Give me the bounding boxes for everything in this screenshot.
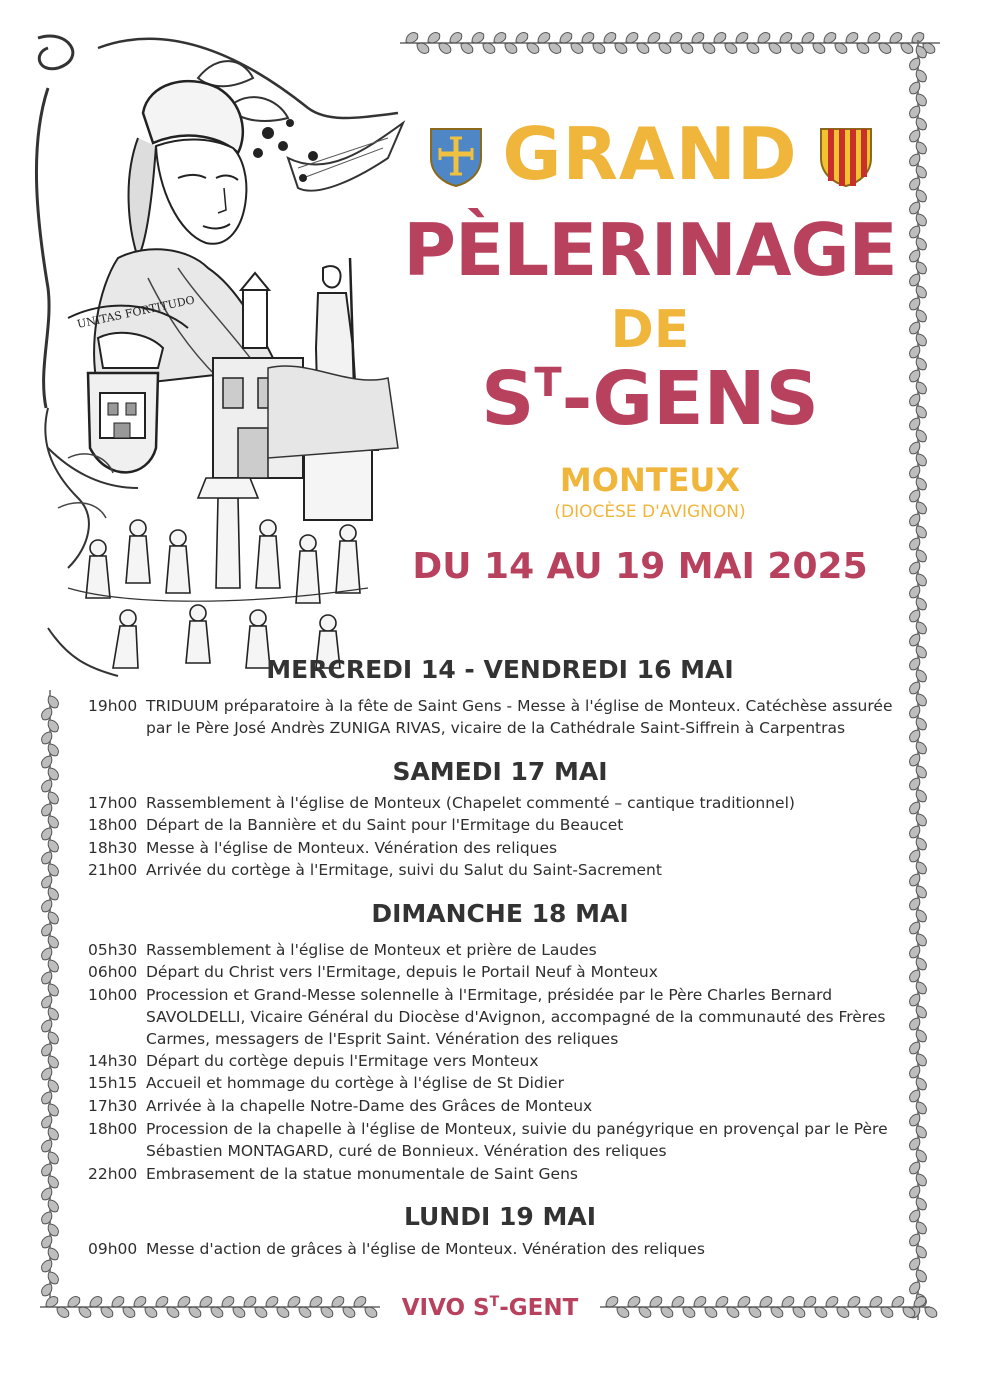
vine-border-top (400, 28, 940, 58)
schedule-entry (88, 984, 918, 1050)
entry-text: Arrivée à la chapelle Notre-Dame des Grâces de Monteux (146, 1097, 593, 1115)
vine-leaf-icon (913, 427, 928, 444)
schedule-entry (88, 1163, 918, 1185)
entry-time: 17h30 (88, 1097, 138, 1115)
vine-leaf-icon (39, 945, 54, 962)
vine-leaf-icon (913, 283, 928, 300)
day-heading: LUNDI 19 MAI (403, 1202, 597, 1231)
vine-leaf-icon (913, 163, 928, 180)
vine-leaf-icon (45, 1173, 60, 1190)
vine-leaf-icon (913, 379, 928, 396)
entry-text: Rassemblement à l'église de Monteux et prière de Laudes (146, 941, 597, 959)
vine-leaf-icon (907, 127, 922, 144)
schedule-entry (88, 961, 918, 983)
vine-leaf-icon (45, 981, 60, 998)
vine-leaf-icon (39, 777, 54, 794)
schedule-entry (88, 1072, 918, 1094)
vine-leaf-icon (39, 921, 54, 938)
entry-time: 15h15 (88, 1074, 138, 1092)
vine-leaf-icon (45, 933, 60, 950)
vine-leaf-icon (907, 367, 922, 384)
title-pelerinage: PÈLERINAGE (403, 208, 897, 292)
vine-leaf-icon (39, 1161, 54, 1178)
footer-prefix: VIVO S (401, 1295, 490, 1321)
footer-sup: T (489, 1294, 500, 1310)
entry-text: Départ de la Bannière et du Saint pour l'Ermitage du Beaucet (146, 816, 624, 834)
schedule-entry (88, 1118, 918, 1162)
vine-leaf-icon (45, 693, 60, 710)
vine-leaf-icon (45, 1149, 60, 1166)
vine-leaf-icon (45, 1125, 60, 1142)
vine-leaf-icon (907, 463, 922, 480)
vine-leaf-icon (45, 765, 60, 782)
vine-leaf-icon (913, 451, 928, 468)
schedule-entry (88, 695, 918, 739)
title-saint-suffix: -GENS (561, 356, 819, 442)
vine-leaf-icon (913, 475, 928, 492)
vine-leaf-icon (45, 1029, 60, 1046)
city-name: MONTEUX (559, 461, 741, 499)
vine-leaf-icon (913, 547, 928, 564)
vine-leaf-icon (907, 1183, 922, 1200)
engraving-motto: UNITAS FORTITUDO (75, 293, 196, 331)
schedule-entry (88, 1050, 918, 1072)
title-saint-gens (400, 356, 900, 442)
day-heading: MERCREDI 14 - VENDREDI 16 MAI (266, 655, 734, 684)
vine-leaf-icon (45, 885, 60, 902)
vine-leaf-icon (39, 801, 54, 818)
entry-time: 18h00 (88, 1120, 138, 1138)
vine-leaf-icon (45, 813, 60, 830)
event-dates: DU 14 AU 19 MAI 2025 (412, 546, 868, 587)
entry-time: 21h00 (88, 861, 138, 879)
vine-leaf-icon (39, 1209, 54, 1226)
vine-leaf-icon (913, 235, 928, 252)
vine-leaf-icon (913, 403, 928, 420)
entry-text: Arrivée du cortège à l'Ermitage, suivi du Salut du Saint-Sacrement (146, 861, 662, 879)
vine-leaf-icon (45, 1077, 60, 1094)
vine-leaf-icon (39, 969, 54, 986)
vine-leaf-icon (907, 391, 922, 408)
vine-leaf-icon (39, 1017, 54, 1034)
vine-leaf-icon (39, 897, 54, 914)
entry-text: Embrasement de la statue monumentale de Saint Gens (146, 1165, 578, 1183)
title-saint-sup: T (534, 360, 562, 406)
vine-leaf-icon (39, 873, 54, 890)
vine-leaf-icon (913, 619, 928, 636)
vine-leaf-icon (913, 43, 928, 60)
vine-leaf-icon (907, 343, 922, 360)
schedule-entry (88, 1095, 918, 1117)
vine-leaf-icon (913, 595, 928, 612)
vine-leaf-icon (45, 717, 60, 734)
vine-leaf-icon (39, 1137, 54, 1154)
vine-leaf-icon (907, 559, 922, 576)
vine-leaf-icon (45, 789, 60, 806)
vine-leaf-icon (39, 705, 54, 722)
vine-leaf-icon (907, 151, 922, 168)
schedule-entry (88, 859, 918, 881)
vine-leaf-icon (907, 295, 922, 312)
entry-time: 10h00 (88, 986, 138, 1004)
schedule-entry (88, 837, 918, 859)
vine-leaf-icon (907, 607, 922, 624)
entry-text: Procession de la chapelle à l'église de Monteux, suivie du panégyrique en provençal par le Père Sébastien MONTAGARD, curé de Bonnieux. Vénération des reliques (146, 1120, 888, 1160)
vine-leaf-icon (907, 79, 922, 96)
vine-leaf-icon (907, 175, 922, 192)
vine-leaf-icon (913, 499, 928, 516)
entry-text: Départ du cortège depuis l'Ermitage vers Monteux (146, 1052, 539, 1070)
schedule-entry (88, 1238, 918, 1260)
vine-leaf-icon (913, 739, 928, 756)
vine-leaf-icon (39, 1257, 54, 1274)
vine-leaf-icon (907, 55, 922, 72)
vine-leaf-icon (45, 1005, 60, 1022)
vine-leaf-icon (907, 439, 922, 456)
entry-text: Départ du Christ vers l'Ermitage, depuis le Portail Neuf à Monteux (146, 963, 658, 981)
diocese-name: (DIOCÈSE D'AVIGNON) (554, 502, 746, 522)
vine-leaf-icon (39, 729, 54, 746)
vine-leaf-icon (39, 825, 54, 842)
vine-leaf-icon (913, 91, 928, 108)
entry-time: 17h00 (88, 794, 138, 812)
vine-leaf-icon (913, 139, 928, 156)
entry-text: Rassemblement à l'église de Monteux (Chapelet commenté – cantique traditionnel) (146, 794, 795, 812)
vine-leaf-icon (39, 993, 54, 1010)
vine-leaf-icon (907, 415, 922, 432)
entry-text: Accueil et hommage du cortège à l'église de St Didier (146, 1074, 564, 1092)
vine-leaf-icon (45, 741, 60, 758)
entry-text: Messe d'action de grâces à l'église de Monteux. Vénération des reliques (146, 1240, 705, 1258)
vine-leaf-icon (45, 1245, 60, 1262)
entry-time: 19h00 (88, 697, 138, 715)
vine-leaf-icon (913, 523, 928, 540)
title-de: DE (610, 300, 690, 360)
entry-time: 18h00 (88, 816, 138, 834)
vine-leaf-icon (913, 187, 928, 204)
vine-leaf-icon (45, 1101, 60, 1118)
vine-leaf-icon (913, 67, 928, 84)
vine-leaf-icon (913, 211, 928, 228)
vine-leaf-icon (907, 511, 922, 528)
vine-leaf-icon (907, 319, 922, 336)
day-heading: SAMEDI 17 MAI (392, 757, 608, 786)
vine-leaf-icon (45, 957, 60, 974)
entry-time: 05h30 (88, 941, 138, 959)
vine-leaf-icon (39, 849, 54, 866)
entry-time: 09h00 (88, 1240, 138, 1258)
footer-suffix: -GENT (499, 1295, 579, 1321)
vine-leaf-icon (39, 1185, 54, 1202)
vine-border-bottom-left (40, 1292, 380, 1322)
vine-border-left (30, 690, 70, 1300)
vine-border-bottom-right (600, 1292, 930, 1322)
vine-leaf-icon (39, 1089, 54, 1106)
vine-leaf-icon (45, 909, 60, 926)
entry-text: TRIDUUM préparatoire à la fête de Saint Gens - Messe à l'église de Monteux. Catéchèse assurée par le Père José Andrès ZUNIGA RIVAS, vicaire de la Cathédrale Saint-Siffrein à Carpentras (146, 697, 893, 737)
vine-leaf-icon (913, 355, 928, 372)
vine-leaf-icon (907, 103, 922, 120)
vine-leaf-icon (39, 1113, 54, 1130)
vine-leaf-icon (913, 571, 928, 588)
vine-leaf-icon (913, 1267, 928, 1284)
title-saint-prefix: S (481, 356, 535, 442)
footer-vivo-st-gent (380, 1294, 600, 1321)
vine-leaf-icon (39, 753, 54, 770)
vine-leaf-icon (913, 307, 928, 324)
vine-leaf-icon (907, 583, 922, 600)
vine-leaf-icon (907, 487, 922, 504)
vine-leaf-icon (45, 1053, 60, 1070)
entry-time: 18h30 (88, 839, 138, 857)
vine-leaf-icon (913, 259, 928, 276)
vine-leaf-icon (907, 631, 922, 648)
engraving-illustration (28, 28, 408, 678)
entry-time: 14h30 (88, 1052, 138, 1070)
vine-leaf-icon (45, 1197, 60, 1214)
entry-time: 22h00 (88, 1165, 138, 1183)
entry-text: Procession et Grand-Messe solennelle à l'Ermitage, présidée par le Père Charles Bernard SAVOLDELLI, Vicaire Général du Diocèse d'Avignon, accompagné de la communauté des Frères Carmes, messagers de l'Esprit Saint. Vénération des reliques (146, 986, 886, 1048)
title-grand: GRAND (502, 112, 798, 196)
vine-leaf-icon (39, 1233, 54, 1250)
vine-leaf-icon (913, 883, 928, 900)
vine-leaf-icon (39, 1065, 54, 1082)
vine-leaf-icon (45, 1269, 60, 1286)
schedule-entry (88, 939, 918, 961)
vine-leaf-icon (39, 1041, 54, 1058)
entry-time: 06h00 (88, 963, 138, 981)
vine-leaf-icon (45, 837, 60, 854)
vine-leaf-icon (45, 1221, 60, 1238)
vine-leaf-icon (913, 115, 928, 132)
entry-text: Messe à l'église de Monteux. Vénération des reliques (146, 839, 558, 857)
vine-leaf-icon (913, 331, 928, 348)
schedule-entry (88, 792, 918, 814)
day-heading: DIMANCHE 18 MAI (371, 899, 629, 928)
schedule-entry (88, 814, 918, 836)
vine-leaf-icon (907, 535, 922, 552)
vine-leaf-icon (45, 861, 60, 878)
